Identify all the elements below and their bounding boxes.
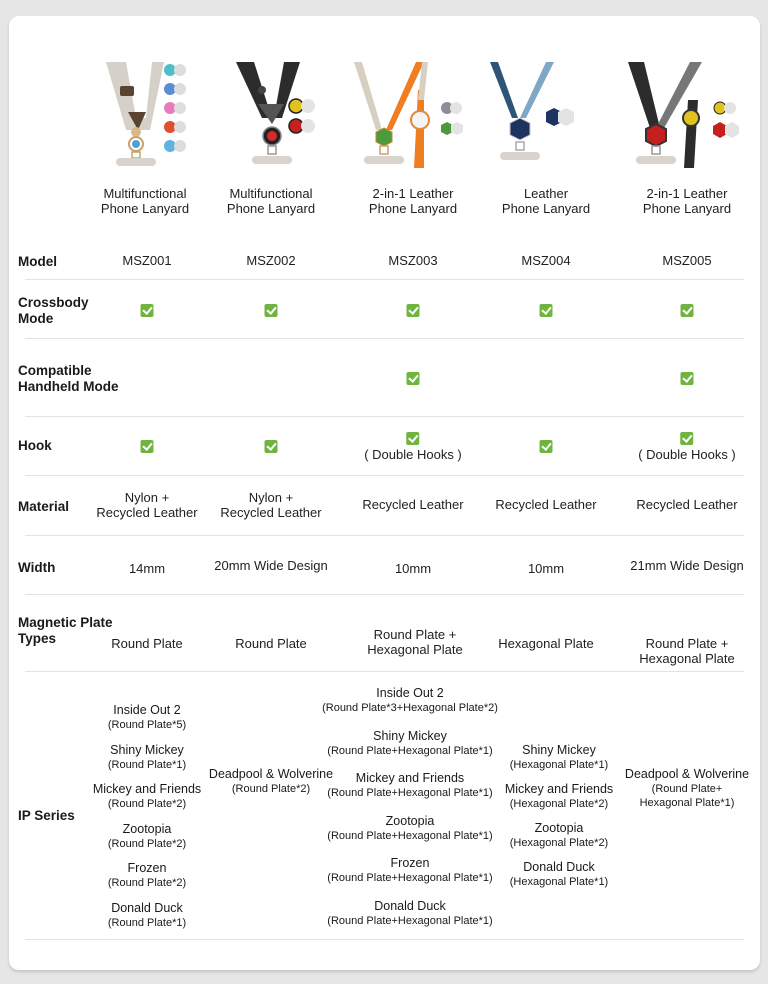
plate-type-line: Round Plate + (373, 627, 457, 642)
divider (25, 671, 744, 672)
ip-series-title: Deadpool & Wolverine (624, 767, 750, 781)
check-mark-icon (141, 440, 154, 453)
ip-series-title: Shiny Mickey (110, 742, 184, 757)
row-label-ip-series: IP Series (18, 808, 75, 823)
hook-note: ( Double Hooks ) (638, 447, 736, 463)
ip-series-plates: (Hexagonal Plate*2) (509, 798, 609, 810)
divider (25, 594, 744, 595)
check-mark-icon (681, 304, 694, 317)
ip-series-plates: (Round Plate+Hexagonal Plate*1) (327, 829, 493, 842)
crossbody-cell (407, 302, 420, 317)
ip-series-item (93, 782, 201, 811)
row-label-line1: Compatible (18, 363, 92, 378)
plate-type-cell (367, 627, 462, 657)
ip-series-item (327, 899, 492, 928)
ip-series-item (327, 729, 492, 758)
ip-series-item (108, 743, 186, 772)
ip-series-plates: (Round Plate+Hexagonal Plate*1) (327, 872, 493, 884)
check-mark-icon (265, 304, 278, 317)
ip-series-plates: (Round Plate*2) (107, 837, 187, 850)
material-line: Recycled Leather (495, 497, 597, 512)
plate-type-cell (235, 636, 307, 651)
product-name-line2: Phone Lanyard (100, 201, 190, 216)
ip-series-title: Inside Out 2 (113, 703, 181, 717)
check-mark-icon (540, 304, 553, 317)
ip-series-plates: (Round Plate*2) (107, 798, 187, 810)
product-image-msz003 (352, 60, 464, 172)
product-image-msz001 (98, 60, 198, 172)
product-name-line1: Multifunctional (229, 186, 313, 201)
product-name-line2: Phone Lanyard (368, 201, 458, 216)
ip-series-plates: (Round Plate+Hexagonal Plate*1) (327, 787, 493, 799)
row-label-handheld (18, 363, 119, 395)
ip-series-plates: (Hexagonal Plate*1) (509, 759, 609, 771)
divider (25, 338, 744, 339)
material-line: Recycled Leather (220, 505, 322, 520)
handheld-cell (681, 370, 694, 385)
width-cell: 21mm Wide Design (630, 558, 744, 573)
check-mark-icon (141, 304, 154, 317)
ip-series-plates: Hexagonal Plate*1) (639, 797, 735, 809)
ip-series-item (327, 814, 492, 843)
divider (25, 475, 744, 476)
ip-series-plates: (Round Plate*1) (107, 758, 187, 771)
row-label-line2: Types (18, 631, 57, 646)
ip-series-item (327, 771, 492, 800)
row-label-hook: Hook (18, 438, 52, 453)
ip-series-item (505, 782, 613, 811)
ip-series-title: Frozen (390, 856, 430, 870)
ip-series-title: Deadpool & Wolverine (208, 767, 334, 781)
width-cell: 14mm (128, 561, 166, 576)
row-label-line2: Mode (18, 311, 54, 326)
ip-series-title: Donald Duck (523, 860, 595, 874)
model-cell: MSZ005 (662, 253, 712, 268)
ip-series-title: Donald Duck (111, 900, 183, 915)
divider (25, 535, 744, 536)
ip-series-item (108, 901, 186, 930)
ip-series-plates: (Round Plate*2) (231, 783, 311, 795)
ip-series-plates: (Round Plate*1) (107, 916, 187, 929)
material-cell (495, 497, 596, 512)
ip-series-title: Inside Out 2 (376, 686, 444, 700)
ip-series-item (625, 767, 749, 810)
product-name-line2: Phone Lanyard (642, 201, 732, 216)
ip-series-title: Zootopia (534, 821, 584, 835)
width-cell: 10mm (527, 561, 565, 576)
product-name (643, 186, 731, 216)
material-cell (362, 497, 463, 512)
ip-series-plates: (Round Plate+Hexagonal Plate*1) (327, 744, 493, 757)
material-line: Nylon + (248, 490, 294, 505)
check-mark-icon (407, 304, 420, 317)
plate-type-line: Hexagonal Plate (367, 642, 463, 657)
check-mark-icon (265, 440, 278, 453)
material-cell (96, 490, 197, 520)
check-mark-icon (406, 432, 419, 445)
model-cell: MSZ003 (388, 253, 438, 268)
model-cell: MSZ004 (521, 253, 571, 268)
crossbody-cell (265, 302, 278, 317)
plate-type-cell (111, 636, 183, 651)
divider (25, 939, 744, 940)
divider (25, 279, 744, 280)
plate-type-line: Hexagonal Plate (639, 651, 735, 666)
plate-type-line: Round Plate + (645, 636, 729, 651)
row-label-plate-types (18, 615, 113, 647)
row-label-line1: Crossbody (18, 295, 89, 310)
ip-series-item (322, 686, 498, 715)
crossbody-cell (540, 302, 553, 317)
product-name-line1: Multifunctional (103, 186, 187, 201)
handheld-cell (407, 370, 420, 385)
plate-type-cell (498, 636, 593, 651)
ip-series-title: Shiny Mickey (522, 743, 596, 757)
model-cell: MSZ002 (246, 253, 296, 268)
material-cell (636, 497, 737, 512)
material-line: Recycled Leather (362, 497, 464, 512)
crossbody-cell (681, 302, 694, 317)
product-name-line1: 2-in-1 Leather (646, 186, 728, 201)
ip-series-title: Mickey and Friends (92, 782, 202, 796)
plate-type-line: Round Plate (235, 636, 307, 651)
product-image-msz002 (230, 60, 330, 172)
ip-series-title: Mickey and Friends (355, 771, 465, 785)
material-line: Recycled Leather (636, 497, 738, 512)
row-label-crossbody (18, 295, 89, 327)
ip-series-plates: (Round Plate+ (651, 783, 723, 795)
product-name (502, 186, 590, 216)
hook-cell (364, 430, 462, 462)
ip-series-plates: (Round Plate*3+Hexagonal Plate*2) (322, 702, 498, 714)
check-mark-icon (681, 372, 694, 385)
material-cell (220, 490, 321, 520)
product-name-line2: Phone Lanyard (226, 201, 316, 216)
ip-series-title: Donald Duck (374, 898, 446, 913)
product-image-msz005 (624, 60, 744, 172)
material-line: Recycled Leather (96, 505, 198, 520)
product-name (227, 186, 315, 216)
ip-series-item (108, 822, 186, 851)
ip-series-plates: (Hexagonal Plate*2) (509, 837, 609, 849)
row-label-model: Model (18, 254, 57, 269)
ip-series-item (510, 821, 608, 850)
check-mark-icon (680, 432, 693, 445)
ip-series-item (108, 861, 186, 890)
ip-series-item (327, 856, 492, 885)
plate-type-cell (639, 636, 734, 666)
width-cell: 10mm (394, 561, 432, 576)
product-name (369, 186, 457, 216)
product-name (101, 186, 189, 216)
material-line: Nylon + (124, 490, 170, 505)
width-cell: 20mm Wide Design (214, 558, 328, 573)
hook-cell (540, 438, 553, 453)
hook-cell (638, 430, 736, 462)
model-cell: MSZ001 (122, 253, 172, 268)
plate-type-line: Round Plate (111, 636, 183, 651)
row-label-material: Material (18, 499, 70, 514)
check-mark-icon (407, 372, 420, 385)
ip-series-plates: (Round Plate*2) (107, 877, 187, 889)
ip-series-plates: (Round Plate*5) (107, 719, 187, 731)
ip-series-title: Mickey and Friends (504, 782, 614, 796)
product-name-line2: Phone Lanyard (501, 201, 591, 216)
plate-type-line: Hexagonal Plate (498, 636, 594, 651)
ip-series-item (108, 703, 186, 732)
ip-series-item (209, 767, 333, 796)
ip-series-title: Zootopia (122, 821, 172, 836)
check-mark-icon (540, 440, 553, 453)
divider (25, 416, 744, 417)
ip-series-item (510, 743, 608, 772)
ip-series-item (510, 860, 608, 889)
hook-cell (141, 438, 154, 453)
ip-series-title: Shiny Mickey (373, 728, 447, 743)
row-label-line2: Handheld Mode (18, 379, 119, 394)
row-label-width: Width (18, 560, 56, 575)
product-image-msz004 (488, 60, 588, 172)
row-label-line1: Magnetic Plate (18, 615, 113, 630)
product-name-line1: Leather (523, 186, 569, 201)
crossbody-cell (141, 302, 154, 317)
hook-cell (265, 438, 278, 453)
product-name-line1: 2-in-1 Leather (372, 186, 454, 201)
ip-series-title: Zootopia (385, 813, 435, 828)
ip-series-plates: (Hexagonal Plate*1) (509, 876, 609, 888)
ip-series-plates: (Round Plate+Hexagonal Plate*1) (327, 914, 493, 927)
hook-note: ( Double Hooks ) (364, 447, 462, 463)
ip-series-title: Frozen (127, 861, 167, 875)
